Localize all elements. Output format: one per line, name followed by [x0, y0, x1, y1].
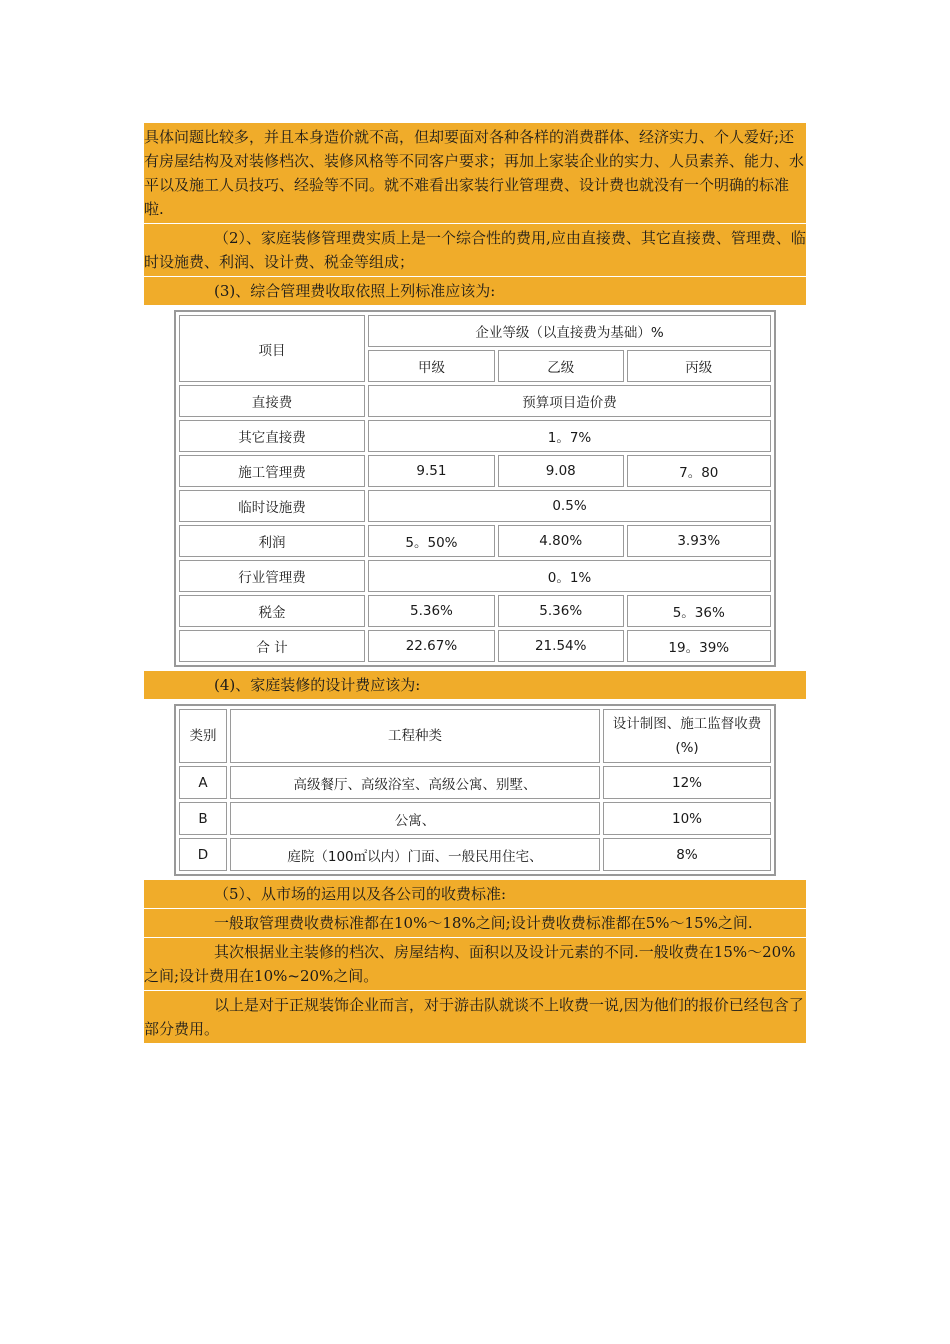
- row-label: 行业管理费: [179, 560, 365, 592]
- value-cell: 22.67%: [368, 630, 495, 662]
- fee-header: 设计制图、施工监督收费(%): [603, 709, 771, 763]
- project-type-cell: 高级餐厅、高级浴室、高级公寓、别墅、: [230, 766, 600, 799]
- document-body: [144, 123, 806, 1044]
- row-label: 其它直接费: [179, 420, 365, 452]
- table-row: [179, 838, 771, 871]
- fee-table-wrapper: [144, 306, 806, 671]
- value-cell: 5。36%: [627, 595, 771, 627]
- value-cell: 9.51: [368, 455, 495, 487]
- design-table-wrapper: [144, 700, 806, 880]
- table-row: [179, 385, 771, 417]
- value-cell: 4.80%: [498, 525, 624, 557]
- table-row: [179, 560, 771, 592]
- table-row: [179, 709, 771, 763]
- fee-cell: 8%: [603, 838, 771, 871]
- item-header: 项目: [179, 315, 365, 382]
- merged-cell: 0。1%: [368, 560, 771, 592]
- design-fee-table: [174, 704, 776, 876]
- project-type-cell: 公寓、: [230, 802, 600, 835]
- table-row: [179, 455, 771, 487]
- category-cell: D: [179, 838, 227, 871]
- paragraph-secondary-range: 其次根据业主装修的档次、房屋结构、面积以及设计元素的不同.一般收费在15%～20%之间;设计费用在10%~20%之间。: [144, 938, 806, 991]
- row-label: 利润: [179, 525, 365, 557]
- grade-header: 丙级: [627, 350, 771, 382]
- fee-rate-table: [174, 310, 776, 667]
- paragraph-conclusion: 以上是对于正规装饰企业而言，对于游击队就谈不上收费一说,因为他们的报价已经包含了部分费用。: [144, 991, 806, 1044]
- merged-cell: 预算项目造价费: [368, 385, 771, 417]
- value-cell: 9.08: [498, 455, 624, 487]
- category-cell: A: [179, 766, 227, 799]
- value-cell: 5。50%: [368, 525, 495, 557]
- table-row: [179, 630, 771, 662]
- table-row: [179, 315, 771, 347]
- paragraph-intro: 具体问题比较多，并且本身造价就不高，但却要面对各种各样的消费群体、经济实力、个人爱好;还有房屋结构及对装修档次、装修风格等不同客户要求；再加上家装企业的实力、人员素养、能力、水平以及施工人员技巧、经验等不同。就不难看出家装行业管理费、设计费也就没有一个明确的标准啦.: [144, 123, 806, 224]
- project-type-cell: 庭院（100㎡以内）门面、一般民用住宅、: [230, 838, 600, 871]
- merged-cell: 1。7%: [368, 420, 771, 452]
- paragraph-general-range: 一般取管理费收费标准都在10%～18%之间;设计费收费标准都在5%～15%之间.: [144, 909, 806, 938]
- grade-group-header: 企业等级（以直接费为基础）%: [368, 315, 771, 347]
- grade-header: 乙级: [498, 350, 624, 382]
- value-cell: 7。80: [627, 455, 771, 487]
- row-label: 施工管理费: [179, 455, 365, 487]
- category-cell: B: [179, 802, 227, 835]
- row-label: 临时设施费: [179, 490, 365, 522]
- table-row: [179, 525, 771, 557]
- row-label: 税金: [179, 595, 365, 627]
- grade-header: 甲级: [368, 350, 495, 382]
- fee-cell: 10%: [603, 802, 771, 835]
- row-label: 直接费: [179, 385, 365, 417]
- paragraph-market-standard: （5）、从市场的运用以及各公司的收费标准:: [144, 880, 806, 909]
- category-header: 类别: [179, 709, 227, 763]
- row-label: 合 计: [179, 630, 365, 662]
- table-row: [179, 490, 771, 522]
- paragraph-comprehensive-fee: (3)、综合管理费收取依照上列标准应该为:: [144, 277, 806, 306]
- project-type-header: 工程种类: [230, 709, 600, 763]
- merged-cell: 0.5%: [368, 490, 771, 522]
- table-row: [179, 802, 771, 835]
- table-row: [179, 766, 771, 799]
- table-row: [179, 595, 771, 627]
- value-cell: 5.36%: [498, 595, 624, 627]
- paragraph-management-fee: （2）、家庭装修管理费实质上是一个综合性的费用,应由直接费、其它直接费、管理费、临时设施费、利润、设计费、税金等组成；: [144, 224, 806, 277]
- value-cell: 21.54%: [498, 630, 624, 662]
- value-cell: 5.36%: [368, 595, 495, 627]
- paragraph-design-fee: (4)、家庭装修的设计费应该为:: [144, 671, 806, 700]
- fee-cell: 12%: [603, 766, 771, 799]
- value-cell: 3.93%: [627, 525, 771, 557]
- table-row: [179, 420, 771, 452]
- value-cell: 19。39%: [627, 630, 771, 662]
